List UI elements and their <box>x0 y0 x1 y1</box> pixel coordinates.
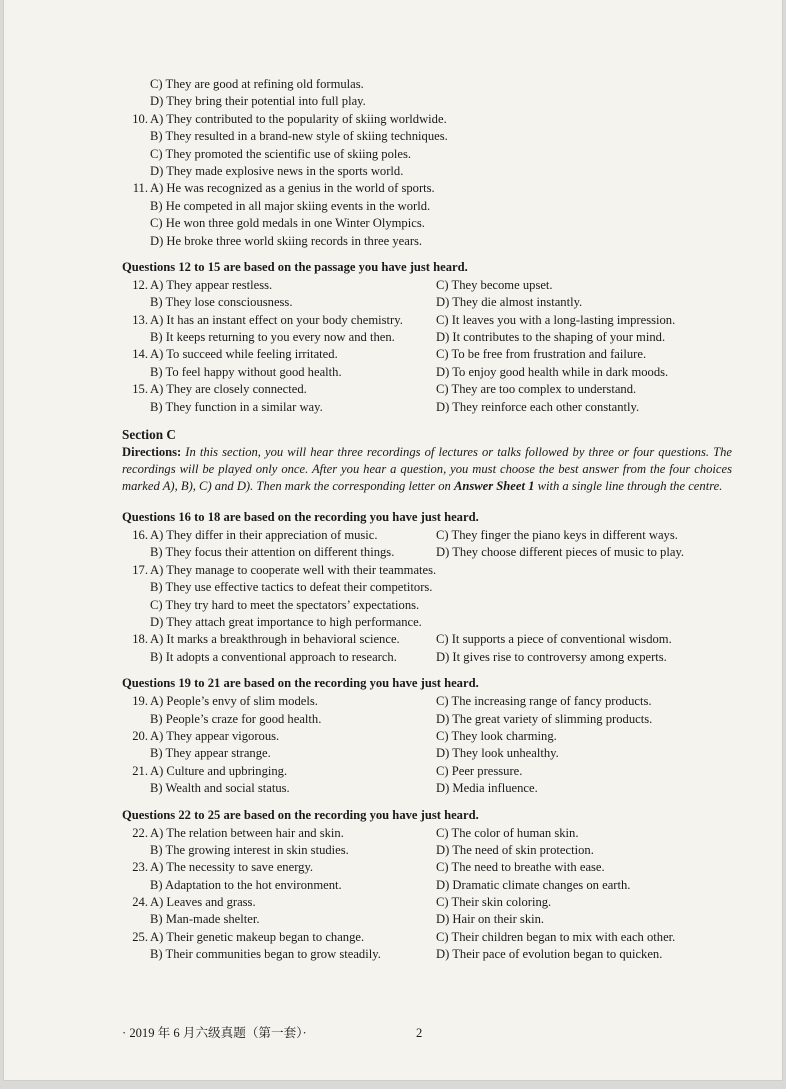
question-option-line <box>122 631 732 648</box>
option-left: C) They promoted the scientific use of skiing poles. <box>150 146 412 161</box>
option-left: A) The relation between hair and skin. <box>150 825 344 840</box>
question-option-line <box>122 111 732 128</box>
option-left: A) They differ in their appreciation of music. <box>150 528 378 543</box>
questions-16-18 <box>122 527 732 666</box>
option-left: D) They bring their potential into full play. <box>150 94 366 109</box>
question-option-line <box>122 693 732 710</box>
option-left: C) They are good at refining old formulas. <box>150 77 364 91</box>
option-left: A) The necessity to save energy. <box>150 860 314 875</box>
question-option-line <box>122 711 732 728</box>
question-option-line <box>122 233 732 250</box>
question-option-line <box>122 294 732 311</box>
option-left: D) He broke three world skiing records in three years. <box>150 233 423 248</box>
option-right: D) Dramatic climate changes on earth. <box>436 877 631 892</box>
question-number: 12. <box>132 277 148 292</box>
question-number: 24. <box>132 895 148 910</box>
question-number: 11. <box>132 181 148 196</box>
option-left: A) They manage to cooperate well with their teammates. <box>150 562 437 577</box>
option-left: B) Their communities began to grow steadily. <box>150 947 381 962</box>
option-left: B) Adaptation to the hot environment. <box>150 877 342 892</box>
question-option-line <box>122 76 732 93</box>
option-right: C) To be free from frustration and failure. <box>436 347 647 362</box>
question-option-line <box>122 649 732 666</box>
option-left: B) People’s craze for good health. <box>150 711 322 726</box>
option-left: A) They are closely connected. <box>150 382 307 397</box>
option-right: C) They are too complex to understand. <box>436 382 637 397</box>
directions-text: In this section, you will hear three recordings of lectures or talks followed by three or four questions. The recordings will be played only once. After you hear a question, you must choose the best answer from the four choices marked A), B), C) and D). Then mark the corresponding letter on <box>122 445 732 494</box>
question-option-line <box>122 364 732 381</box>
option-right: C) It leaves you with a long-lasting impression. <box>436 312 676 327</box>
question-option-line <box>122 198 732 215</box>
question-number: 14. <box>132 347 148 362</box>
option-left: A) Leaves and grass. <box>150 895 256 910</box>
option-left: B) He competed in all major skiing events in the world. <box>150 198 431 213</box>
page-number: 2 <box>416 1026 423 1040</box>
option-left: B) Man-made shelter. <box>150 912 260 927</box>
question-option-line <box>122 93 732 110</box>
option-right: D) The great variety of slimming products. <box>436 711 653 726</box>
option-right: C) Their skin coloring. <box>436 895 552 910</box>
option-right: C) It supports a piece of conventional wisdom. <box>436 632 672 647</box>
option-left: B) Wealth and social status. <box>150 781 290 796</box>
page-footer: · 2019 年 6 月六级真题（第一套）· <box>122 1026 307 1040</box>
questions-9-11 <box>122 76 732 250</box>
option-left: A) To succeed while feeling irritated. <box>150 347 338 362</box>
question-option-line <box>122 381 732 398</box>
option-left: B) The growing interest in skin studies. <box>150 842 349 857</box>
option-right: D) They look unhealthy. <box>436 746 559 761</box>
question-option-line <box>122 146 732 163</box>
question-number: 10. <box>132 111 148 126</box>
option-right: D) It contributes to the shaping of your mind. <box>436 330 666 345</box>
question-option-line <box>122 877 732 894</box>
question-option-line <box>122 215 732 232</box>
question-option-line <box>122 579 732 596</box>
page-content <box>122 76 732 964</box>
option-left: A) They appear restless. <box>150 277 273 292</box>
question-number: 22. <box>132 825 148 840</box>
option-left: A) It has an instant effect on your body chemistry. <box>150 312 403 327</box>
question-number: 16. <box>132 528 148 543</box>
option-left: A) He was recognized as a genius in the world of sports. <box>150 181 435 196</box>
option-right: C) Peer pressure. <box>436 763 523 778</box>
option-right: D) Hair on their skin. <box>436 912 545 927</box>
question-option-line <box>122 527 732 544</box>
question-number: 19. <box>132 694 148 709</box>
question-option-line <box>122 329 732 346</box>
question-option-line <box>122 780 732 797</box>
question-option-line <box>122 911 732 928</box>
option-right: C) They look charming. <box>436 728 557 743</box>
questions-19-21 <box>122 693 732 797</box>
option-right: D) They reinforce each other constantly. <box>436 399 640 414</box>
option-right: D) The need of skin protection. <box>436 842 594 857</box>
option-left: A) They contributed to the popularity of skiing worldwide. <box>150 111 447 126</box>
option-right: D) To enjoy good health while in dark moods. <box>436 364 669 379</box>
option-left: B) It keeps returning to you every now and then. <box>150 330 395 345</box>
question-number: 21. <box>132 763 148 778</box>
option-left: D) They attach great importance to high performance. <box>150 614 422 629</box>
question-group-heading-19-21: Questions 19 to 21 are based on the recording you have just heard. <box>122 676 479 691</box>
option-left: B) They lose consciousness. <box>150 295 293 310</box>
option-left: A) Their genetic makeup began to change. <box>150 929 365 944</box>
option-left: B) They appear strange. <box>150 746 271 761</box>
exam-page <box>4 0 782 1080</box>
option-right: D) Their pace of evolution began to quicken. <box>436 947 663 962</box>
question-option-line <box>122 745 732 762</box>
question-group-heading-12-15: Questions 12 to 15 are based on the passage you have just heard. <box>122 259 468 274</box>
question-number: 18. <box>132 632 148 647</box>
option-right: C) Their children began to mix with each other. <box>436 929 676 944</box>
question-option-line <box>122 763 732 780</box>
question-option-line <box>122 180 732 197</box>
option-left: A) It marks a breakthrough in behavioral science. <box>150 632 400 647</box>
option-right: D) Media influence. <box>436 781 538 796</box>
answer-sheet-label: Answer Sheet 1 <box>453 479 535 494</box>
section-c-directions <box>122 444 732 495</box>
option-left: B) They function in a similar way. <box>150 399 323 414</box>
option-right: C) They become upset. <box>436 277 553 292</box>
directions-label: Directions: <box>122 445 182 460</box>
option-right: D) They die almost instantly. <box>436 295 583 310</box>
question-option-line <box>122 128 732 145</box>
option-right: D) It gives rise to controversy among experts. <box>436 649 667 664</box>
question-option-line <box>122 946 732 963</box>
section-c-heading: Section C <box>122 427 176 443</box>
option-right: C) The color of human skin. <box>436 825 579 840</box>
option-right: D) They choose different pieces of music to play. <box>436 545 685 560</box>
question-number: 20. <box>132 728 148 743</box>
option-left: A) Culture and upbringing. <box>150 763 288 778</box>
directions-end: with a single line through the centre. <box>534 479 723 494</box>
option-left: C) He won three gold medals in one Winter Olympics. <box>150 216 425 231</box>
question-option-line <box>122 825 732 842</box>
question-option-line <box>122 562 732 579</box>
option-right: C) The need to breathe with ease. <box>436 860 605 875</box>
question-option-line <box>122 597 732 614</box>
option-right: C) The increasing range of fancy products. <box>436 694 652 709</box>
question-option-line <box>122 859 732 876</box>
option-left: A) People’s envy of slim models. <box>150 694 318 709</box>
question-group-heading-22-25: Questions 22 to 25 are based on the recording you have just heard. <box>122 807 479 822</box>
question-option-line <box>122 614 732 631</box>
option-right: C) They finger the piano keys in different ways. <box>436 528 678 543</box>
option-left: B) They resulted in a brand-new style of skiing techniques. <box>150 129 448 144</box>
question-option-line <box>122 346 732 363</box>
question-option-line <box>122 728 732 745</box>
question-number: 17. <box>132 562 148 577</box>
option-left: B) It adopts a conventional approach to research. <box>150 649 397 664</box>
option-left: B) They use effective tactics to defeat their competitors. <box>150 580 433 595</box>
question-option-line <box>122 277 732 294</box>
questions-22-25 <box>122 825 732 964</box>
question-option-line <box>122 842 732 859</box>
question-option-line <box>122 163 732 180</box>
question-number: 25. <box>132 929 148 944</box>
question-option-line <box>122 312 732 329</box>
question-option-line <box>122 399 732 416</box>
questions-12-15 <box>122 277 732 416</box>
option-left: B) They focus their attention on different things. <box>150 545 395 560</box>
option-left: A) They appear vigorous. <box>150 728 280 743</box>
option-left: D) They made explosive news in the sports world. <box>150 163 404 178</box>
question-number: 15. <box>132 382 148 397</box>
question-option-line <box>122 544 732 561</box>
question-number: 13. <box>132 312 148 327</box>
question-group-heading-16-18: Questions 16 to 18 are based on the recording you have just heard. <box>122 510 479 525</box>
question-option-line <box>122 894 732 911</box>
question-number: 23. <box>132 860 148 875</box>
option-left: B) To feel happy without good health. <box>150 364 342 379</box>
option-left: C) They try hard to meet the spectators’ expectations. <box>150 597 420 612</box>
question-option-line <box>122 929 732 946</box>
